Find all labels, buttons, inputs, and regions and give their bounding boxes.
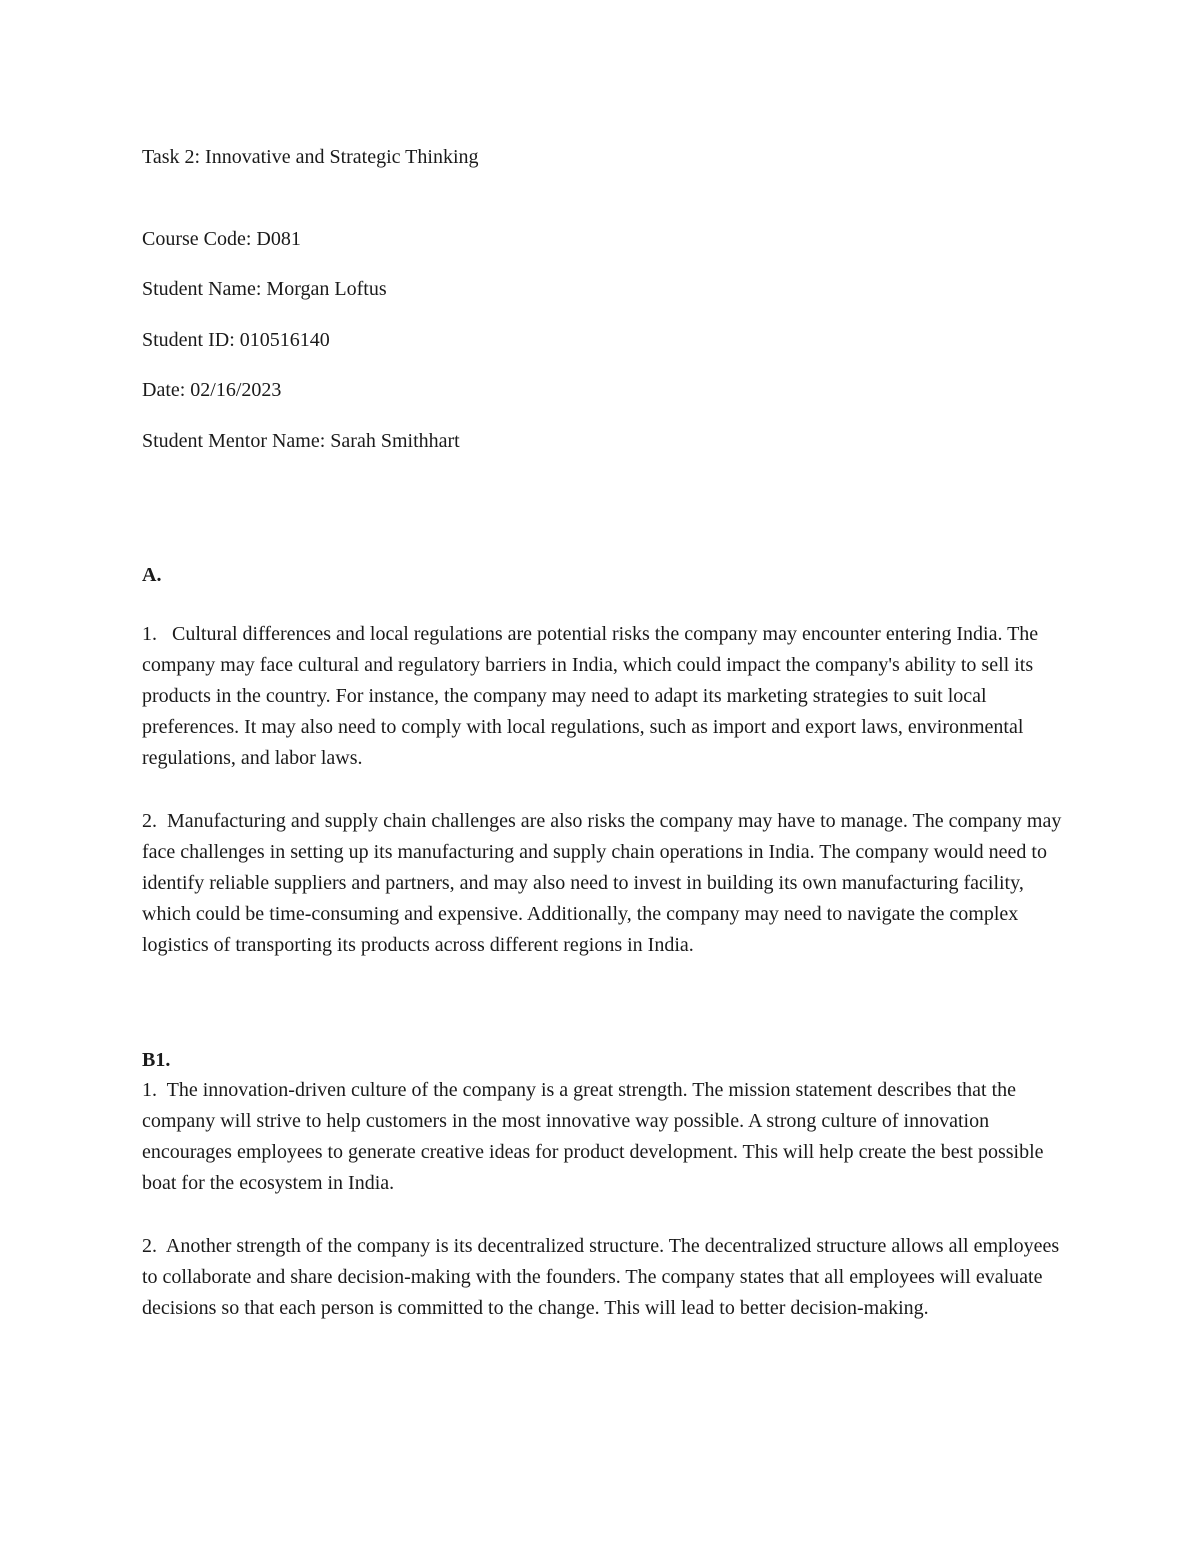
mentor-name: Student Mentor Name: Sarah Smithhart	[142, 430, 460, 452]
section-a-heading: A.	[142, 564, 162, 586]
section-b1-paragraph-1: 1. The innovation-driven culture of the company is a great strength. The mission statement describes that the company will strive to help customers in the most innovative way possible. A strong culture of innovation encourages employees to generate creative ideas for product development. This will help create the best possible boat for the ecosystem in India.	[142, 1079, 1049, 1194]
section-b1-paragraph-2: 2. Another strength of the company is its decentralized structure. The decentralized structure allows all employees to collaborate and share decision-making with the founders. The company states that all employees will evaluate decisions so that each person is committed to the change. This will lead to better decision-making.	[142, 1235, 1065, 1319]
student-id: Student ID: 010516140	[142, 329, 330, 351]
date: Date: 02/16/2023	[142, 379, 282, 401]
document-title: Task 2: Innovative and Strategic Thinking	[142, 146, 479, 168]
section-a-paragraph-1: 1. Cultural differences and local regulations are potential risks the company may encounter entering India. The company may face cultural and regulatory barriers in India, which could impact the company's ability to sell its products in the country. For instance, the company may need to adapt its marketing strategies to suit local preferences. It may also need to comply with local regulations, such as import and export laws, environmental regulations, and labor laws.	[142, 623, 1044, 769]
section-b1-heading: B1.	[142, 1049, 171, 1071]
student-name: Student Name: Morgan Loftus	[142, 278, 387, 300]
course-code: Course Code: D081	[142, 228, 301, 250]
section-a-paragraph-2: 2. Manufacturing and supply chain challenges are also risks the company may have to manage. The company may face challenges in setting up its manufacturing and supply chain operations in India. The company would need to identify reliable suppliers and partners, and may also need to invest in building its own manufacturing facility, which could be time-consuming and expensive. Additionally, the company may need to navigate the complex logistics of transporting its products across different regions in India.	[142, 810, 1067, 956]
